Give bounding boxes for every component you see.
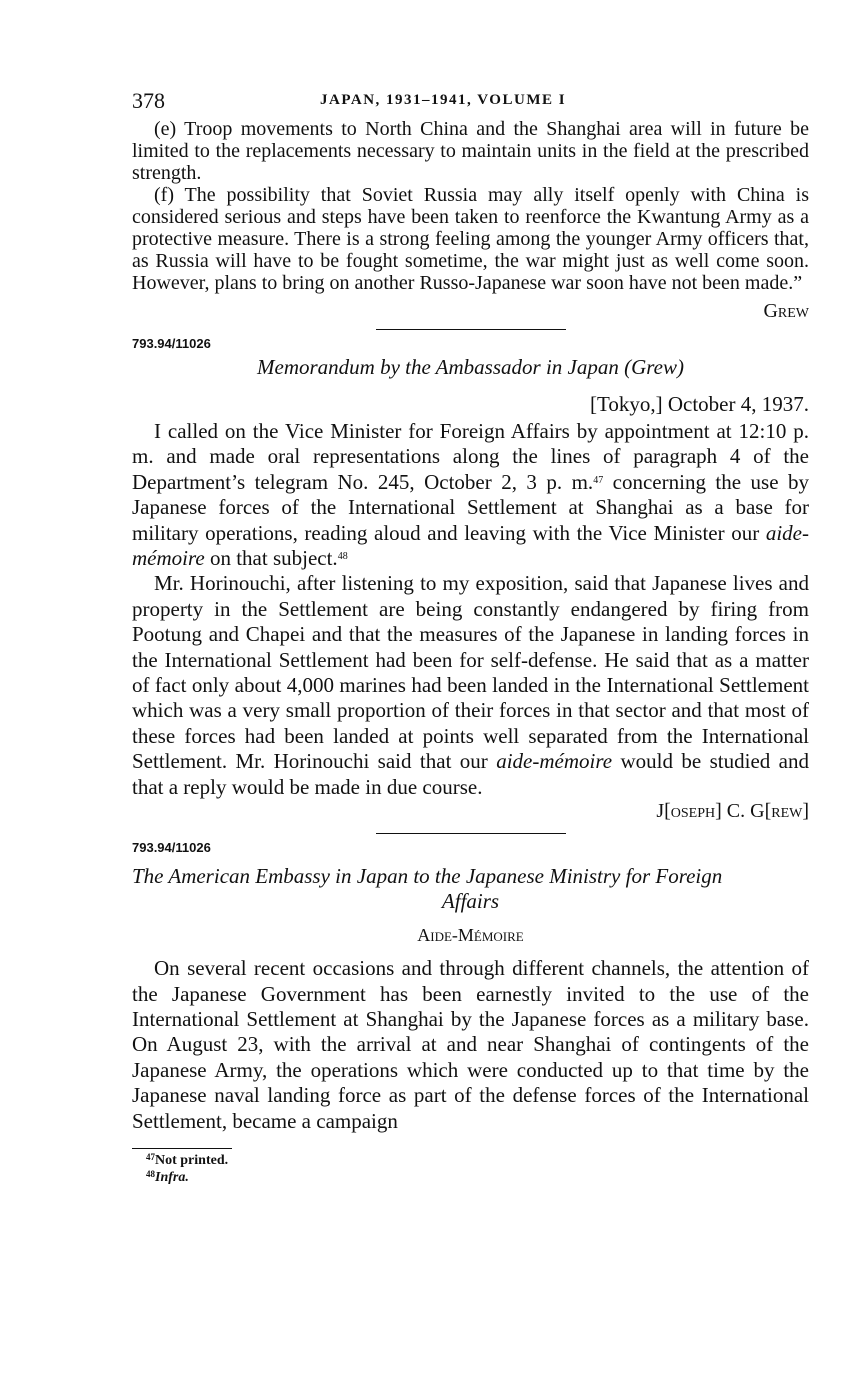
signature-joseph-grew: J[oseph] C. G[rew] xyxy=(656,800,809,823)
aide-memoire-title-line-1: The American Embassy in Japan to the Japanese Ministry for Foreign xyxy=(132,864,723,889)
section-divider xyxy=(376,329,566,330)
signature-grew: Grew xyxy=(763,300,809,322)
footnote-ref-47: 47 xyxy=(593,474,604,486)
aide-memoire-title-line-2: Affairs xyxy=(441,889,500,914)
document-page xyxy=(132,88,809,1186)
page-number: 378 xyxy=(132,88,165,113)
section-divider xyxy=(376,833,566,834)
memorandum-paragraph-2: Mr. Horinouchi, after listening to my exposition, said that Japanese lives and property in the Settlement are being constantly endangered by firing from Pootung and Chapei and that the measures of the Japanese in landing forces in the International Settlement had been for self-defense. He said that as a matter of fact only about 4,000 marines had been landed in the International Settlement which was a very small proportion of their forces in that sector and that most of these forces had been landed at points well separated from the International Settlement. Mr. Horinouchi said that our aide-mémoire would be studied and that a reply would be made in due course. xyxy=(132,571,810,799)
footnote-rule xyxy=(132,1148,232,1149)
footnote-47: $^{47}$Not printed. xyxy=(146,1151,229,1168)
page-header xyxy=(132,88,809,118)
memorandum-title: Memorandum by the Ambassador in Japan (Grew) xyxy=(257,355,684,379)
memorandum-date: [Tokyo,] October 4, 1937. xyxy=(590,392,809,416)
paragraph-e: (e) Troop movements to North China and the Shanghai area will in future be limited to the replacements necessary to maintain units in the field at the prescribed strength. xyxy=(132,118,809,184)
footnote-48: $^{48}$Infra. xyxy=(146,1168,189,1185)
document-number: 793.94/11026 xyxy=(132,840,211,856)
footnote-ref-48: 48 xyxy=(337,551,348,563)
running-head: JAPAN, 1931–1941, VOLUME I xyxy=(320,92,567,108)
memorandum-paragraph-1: I called on the Vice Minister for Foreign Affairs by appointment at 12:10 p. m. and made oral representations along the lines of paragraph 4 of the Department’s telegram No. 245, October 2, 3 p. m.$^{47}$ concerning the use by Japanese forces of the International Settlement at Shanghai as a base for military operations, reading aloud and leaving with the Vice Minister our aide-mémoire on that subject.$^{48}$ xyxy=(132,419,809,571)
document-number: 793.94/11026 xyxy=(132,336,211,351)
paragraph-f: (f) The possibility that Soviet Russia may ally itself openly with China is considered serious and steps have been taken to reenforce the Kwantung Army as a protective measure. There is a strong feeling among the younger Army officers that, as Russia will have to be fought sometime, the war might just as well come soon. However, plans to bring on another Russo-Japanese war soon have not been made.” xyxy=(132,184,809,294)
aide-memoire-heading: Aide-Mémoire xyxy=(417,925,524,946)
aide-memoire-paragraph: On several recent occasions and through different channels, the attention of the Japanese Government has been earnestly invited to the use of the International Settlement at Shanghai by the Japanese forces as a military base. On August 23, with the arrival at and near Shanghai of contingents of the Japanese Army, the operations which were conducted up to that time by the Japanese naval landing force as part of the defense forces of the International Settlement, became a campaign xyxy=(132,956,809,1133)
